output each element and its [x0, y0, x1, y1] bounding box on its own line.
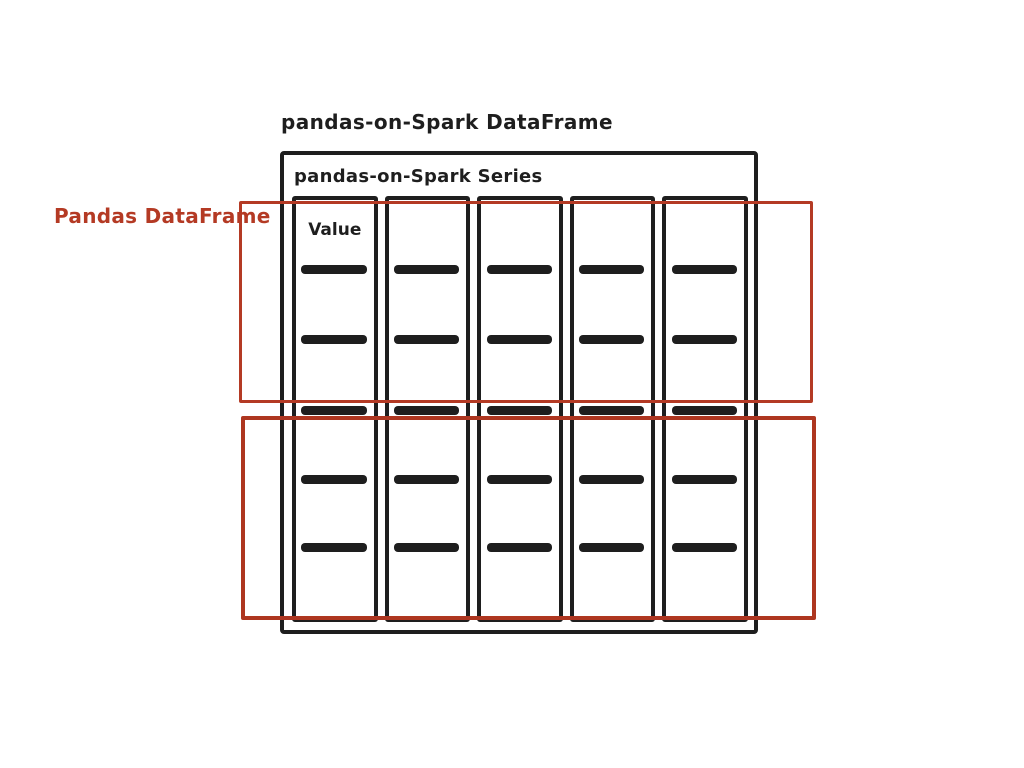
diagram-title: pandas-on-Spark DataFrame — [281, 110, 613, 134]
pandas-dataframe-label: Pandas DataFrame — [54, 204, 271, 228]
value-dash — [487, 406, 552, 415]
spark-series-label: pandas-on-Spark Series — [294, 166, 543, 187]
pandas-dataframe-partition-top — [239, 201, 813, 403]
value-dash — [301, 406, 366, 415]
value-dash — [394, 406, 459, 415]
value-dash — [579, 406, 644, 415]
value-column-label: Value — [308, 220, 362, 240]
pandas-dataframe-partition-bottom — [241, 416, 816, 620]
value-dash — [672, 406, 737, 415]
